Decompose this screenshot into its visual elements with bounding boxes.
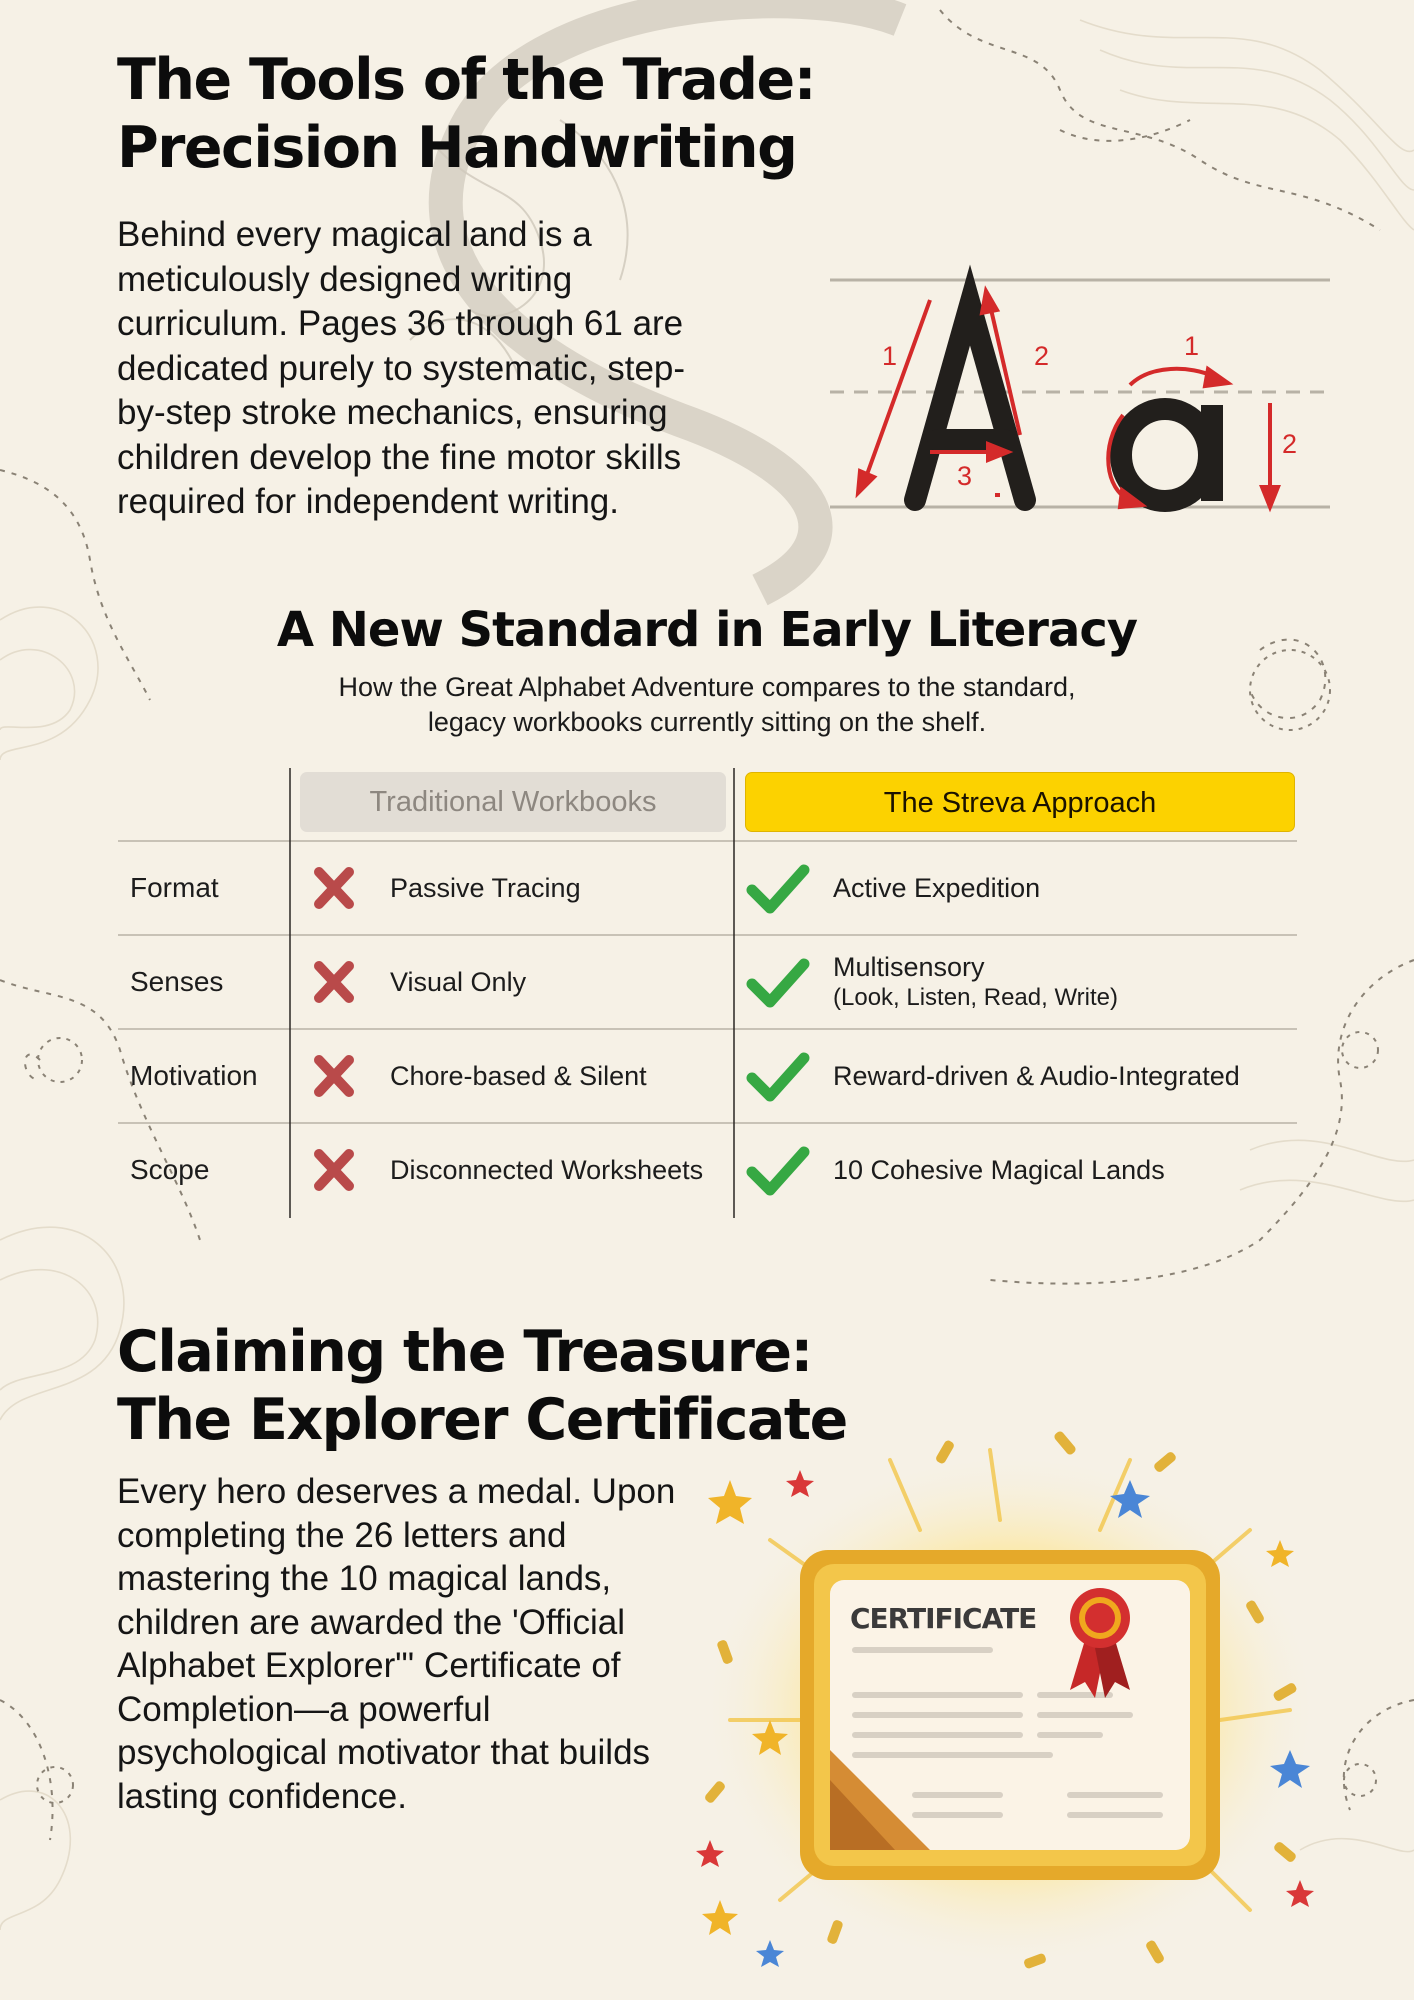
stroke-number-A-1: 1 bbox=[882, 341, 898, 371]
cell-streva-senses-text: Multisensory bbox=[833, 951, 985, 982]
cell-streva-senses-subtext: (Look, Listen, Read, Write) bbox=[833, 983, 1119, 1011]
cell-streva-format-text: Active Expedition bbox=[833, 872, 1041, 903]
section3-title-line2: The Explorer Certificate bbox=[117, 1387, 847, 1453]
row-label-format: Format bbox=[130, 872, 219, 903]
row-label-scope: Scope bbox=[130, 1154, 210, 1185]
cell-streva-scope-text: 10 Cohesive Magical Lands bbox=[833, 1154, 1165, 1185]
row-label-motivation: Motivation bbox=[130, 1060, 258, 1091]
handwriting-stroke-illustration bbox=[820, 255, 1340, 525]
cross-icon bbox=[311, 958, 357, 1006]
column-header-traditional: Traditional Workbooks bbox=[300, 772, 726, 832]
check-icon bbox=[744, 1050, 812, 1104]
cell-streva-senses bbox=[833, 935, 1303, 1029]
cross-icon bbox=[311, 1052, 357, 1100]
section3-title-line1: Claiming the Treasure: bbox=[117, 1319, 812, 1385]
letter-a-glyph bbox=[1121, 405, 1212, 501]
certificate-illustration bbox=[690, 1420, 1330, 1980]
cell-traditional-format: Passive Tracing bbox=[390, 872, 581, 903]
stroke-number-a-2: 2 bbox=[1282, 429, 1298, 459]
section1-body: Behind every magical land is a meticulously designed writing curriculum. Pages 36 through 61 are dedicated purely to systematic, step-by-step stroke mechanics, ensuring children develop the fine motor skills required for independent writing. bbox=[117, 215, 686, 521]
cell-traditional-motivation: Chore-based & Silent bbox=[390, 1060, 647, 1091]
check-icon bbox=[744, 862, 812, 916]
stroke-number-A-2: 2 bbox=[1034, 341, 1050, 371]
section1-title-line1: The Tools of the Trade: bbox=[117, 47, 815, 113]
column-header-streva: The Streva Approach bbox=[745, 772, 1295, 832]
cell-traditional-scope: Disconnected Worksheets bbox=[390, 1154, 704, 1185]
check-icon bbox=[744, 956, 812, 1010]
certificate-title: CERTIFICATE bbox=[850, 1602, 1037, 1635]
check-icon bbox=[744, 1144, 812, 1198]
cell-streva-motivation-text: Reward-driven & Audio-Integrated bbox=[833, 1060, 1240, 1091]
row-label-senses: Senses bbox=[130, 966, 224, 997]
cell-streva-scope bbox=[833, 1123, 1303, 1217]
stroke-number-a-1: 1 bbox=[1184, 331, 1200, 361]
cross-icon bbox=[311, 864, 357, 912]
stroke-number-A-3: 3 bbox=[957, 461, 973, 491]
cell-streva-format bbox=[833, 841, 1303, 935]
cell-streva-motivation bbox=[833, 1029, 1303, 1123]
section2-title: A New Standard in Early Literacy bbox=[276, 602, 1138, 658]
cross-icon bbox=[311, 1146, 357, 1194]
section2-subtitle bbox=[0, 670, 1414, 740]
section2-subtitle-line2: legacy workbooks currently sitting on the shelf. bbox=[427, 707, 987, 737]
section1-title bbox=[117, 46, 815, 182]
section1-title-line2: Precision Handwriting bbox=[117, 115, 797, 181]
cell-traditional-senses: Visual Only bbox=[390, 966, 527, 997]
section2-subtitle-line1: How the Great Alphabet Adventure compares to the standard, bbox=[338, 672, 1076, 702]
section3-body: Every hero deserves a medal. Upon completing the 26 letters and mastering the 10 magical lands, children are awarded the 'Official Alphabet Explorer"' Certificate of Completion—a powerful psychological motivator that builds lasting confidence. bbox=[117, 1472, 676, 1816]
